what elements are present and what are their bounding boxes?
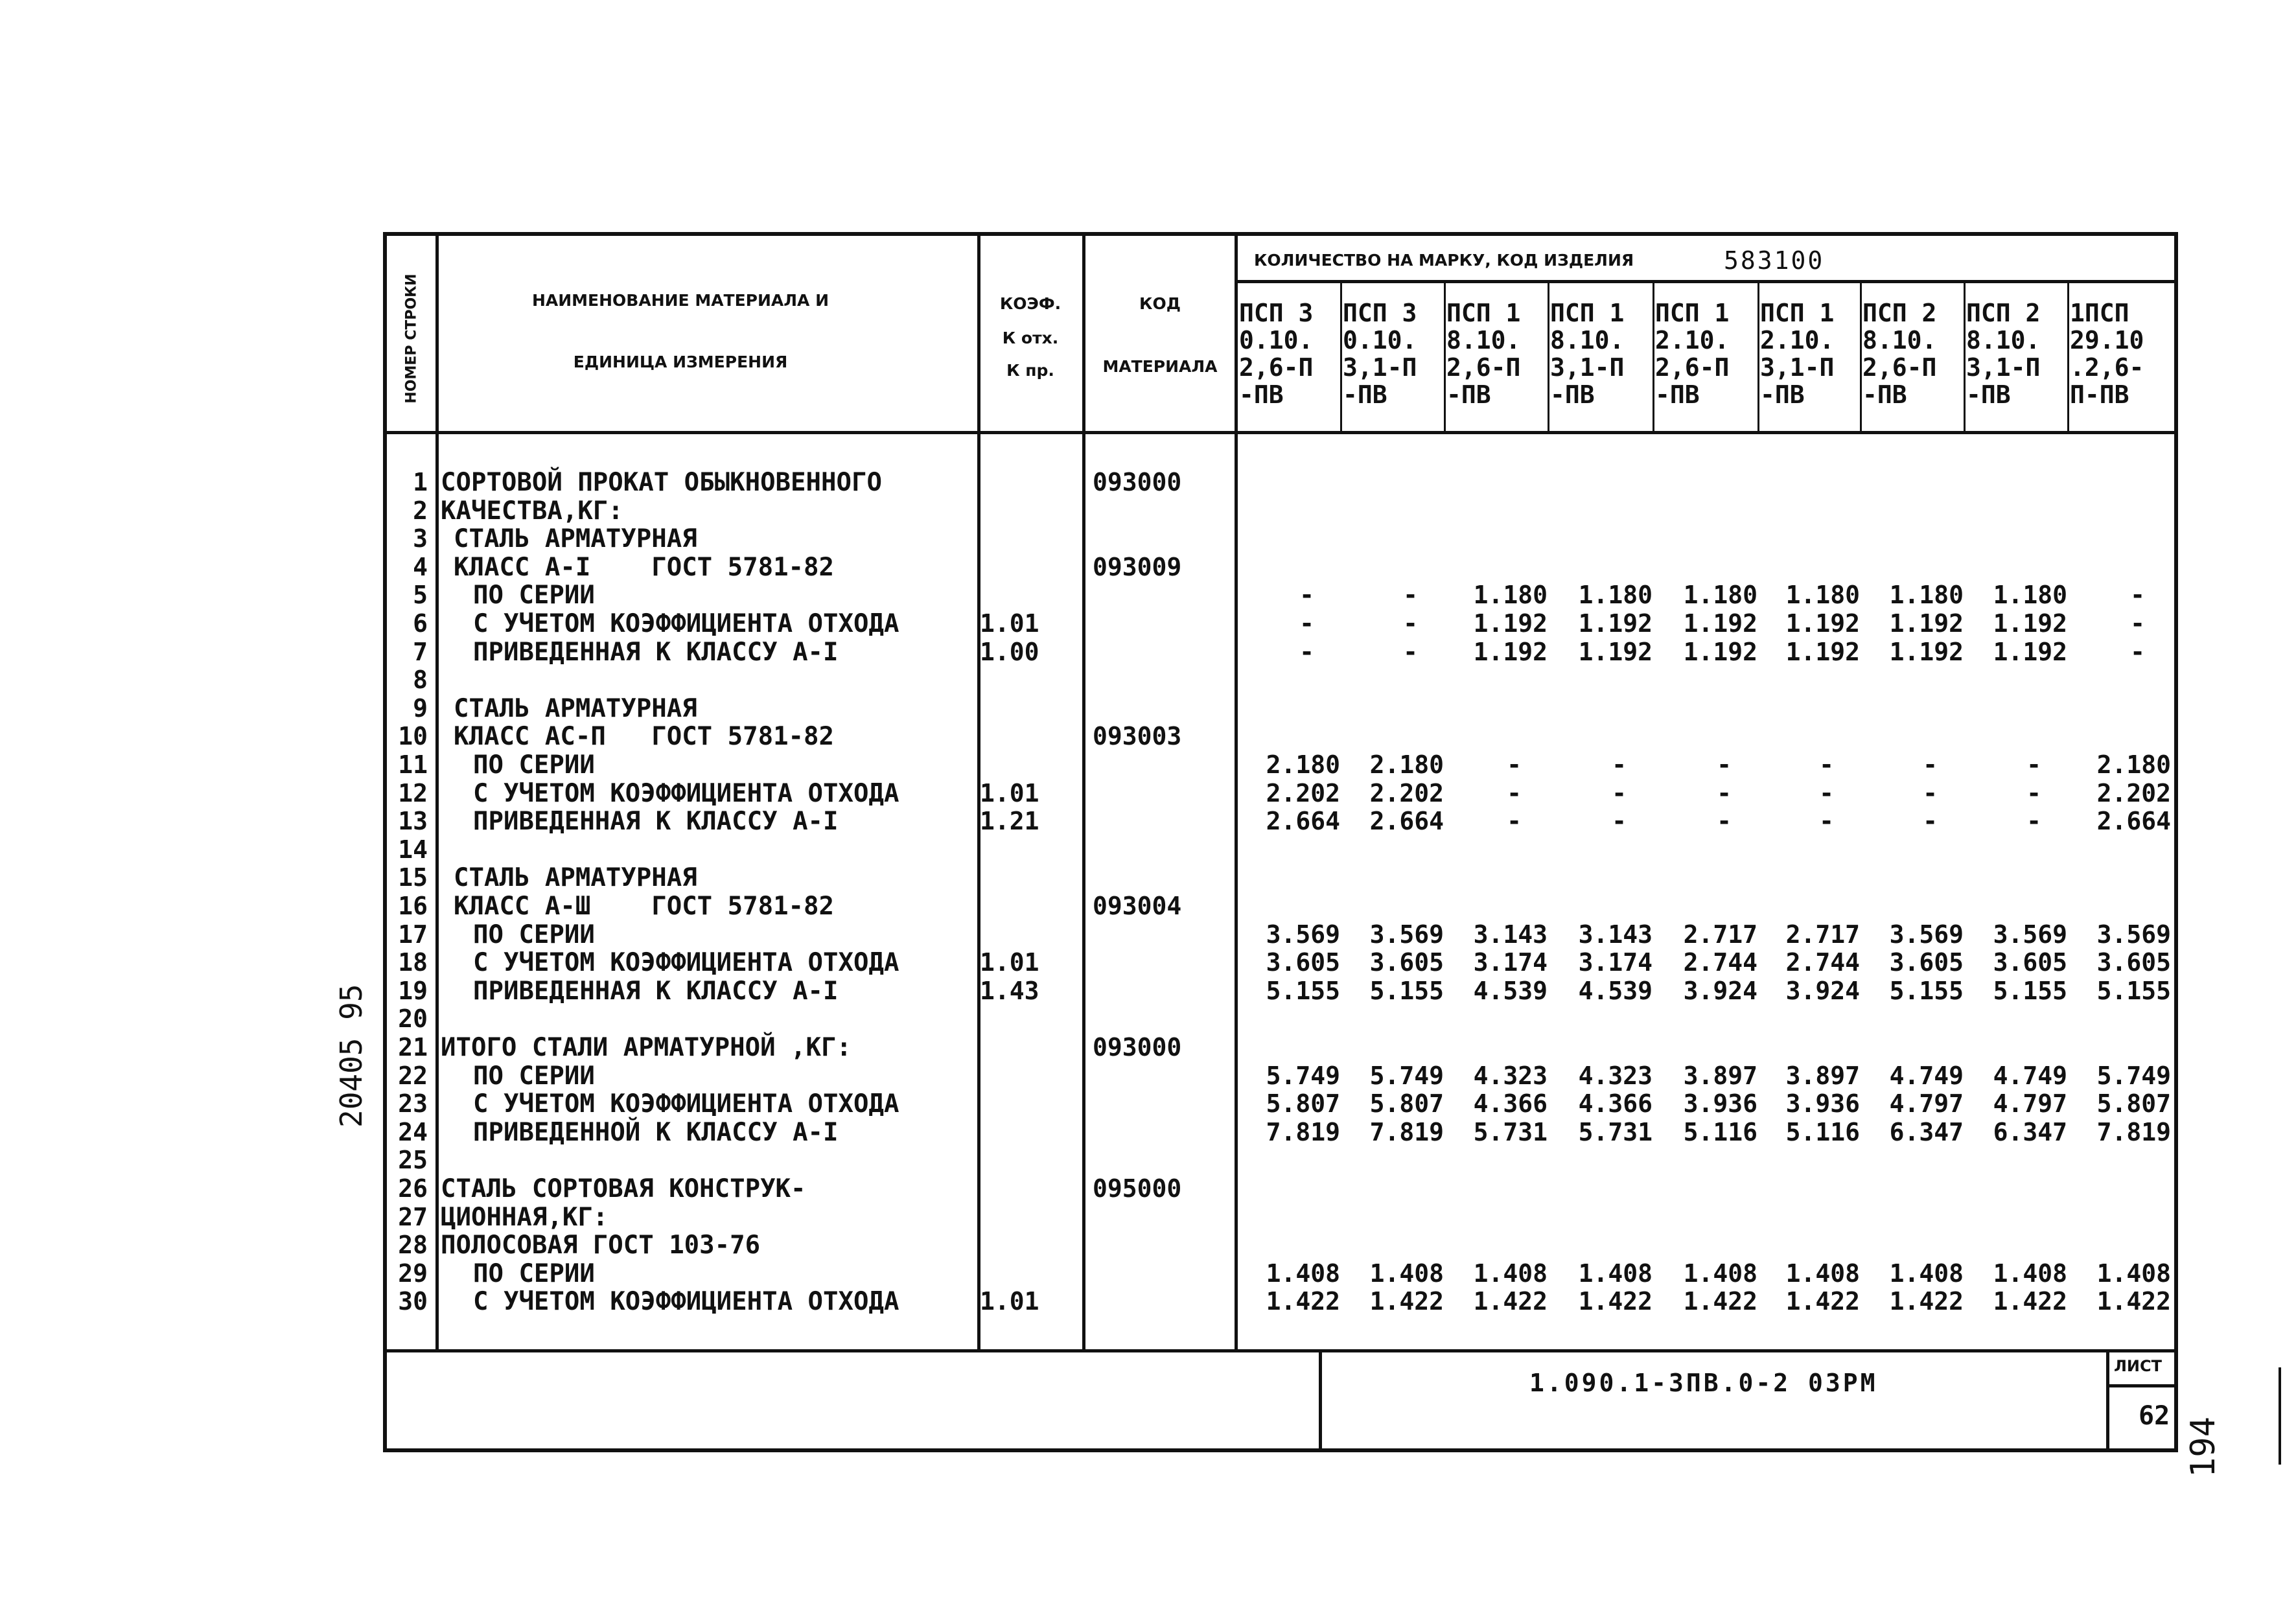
header-top-line: [1238, 280, 2178, 283]
row-number: 1: [413, 468, 428, 496]
row-number: 20: [398, 1004, 428, 1034]
quantity-value: -: [2026, 778, 2041, 807]
material-code: 095000: [1093, 1174, 1182, 1203]
quantity-value: 3.924: [1683, 976, 1757, 1005]
material-name-header-1: НАИМЕНОВАНИЕ МАТЕРИАЛА И: [531, 291, 829, 310]
material-name: С УЧЕТОМ КОЭФФИЦИЕНТА ОТХОДА: [473, 609, 899, 638]
material-code: 093000: [1093, 468, 1182, 496]
quantity-value: 5.731: [1473, 1117, 1548, 1146]
quantity-value: 6.347: [1889, 1117, 1964, 1146]
quantity-value: 3.569: [2096, 920, 2171, 949]
footer-sheet-line: [2106, 1384, 2178, 1387]
material-name: СТАЛЬ АРМАТУРНАЯ: [454, 693, 697, 723]
quantity-value: 1.192: [1578, 637, 1653, 666]
row-number: 13: [398, 807, 428, 836]
quantity-value: 2.744: [1785, 948, 1860, 977]
material-name: КАЧЕСТВА,КГ:: [441, 496, 623, 526]
quantity-value: 2.664: [1266, 807, 1340, 836]
quantity-value: 3.143: [1473, 920, 1548, 949]
quantity-value: 1.408: [1785, 1259, 1860, 1288]
material-name: С УЧЕТОМ КОЭФФИЦИЕНТА ОТХОДА: [473, 778, 899, 808]
quantity-value: 4.539: [1473, 976, 1548, 1005]
quantity-value: 3.936: [1785, 1089, 1860, 1119]
quantity-value: 1.422: [1683, 1287, 1757, 1316]
quantity-value: 4.749: [1993, 1061, 2067, 1090]
quantity-value: 1.408: [1578, 1259, 1653, 1288]
coefficient: 1.21: [980, 807, 1039, 836]
quantity-value: 3.569: [1369, 920, 1444, 949]
row-number: 28: [398, 1231, 428, 1260]
material-name: КЛАСС А-Ш ГОСТ 5781-82: [454, 892, 834, 921]
footer-divider-right: [2106, 1349, 2109, 1452]
material-name: ПРИВЕДЕННАЯ К КЛАССУ А-I: [473, 637, 839, 667]
row-number: 25: [398, 1146, 428, 1175]
quantity-value: 2.664: [1369, 807, 1444, 836]
quantity-value: 1.192: [1785, 609, 1860, 638]
quantity-value: -: [1923, 807, 1938, 836]
row-number: 2: [413, 496, 428, 525]
quantity-value: 3.605: [2096, 948, 2171, 977]
quantity-value: -: [1507, 778, 1522, 807]
quantity-value: -: [1403, 609, 1418, 638]
coefficient: 1.00: [980, 637, 1039, 666]
quantity-value: 2.202: [1266, 778, 1340, 807]
body-bottom-line: [383, 1349, 2178, 1352]
row-number: 16: [398, 892, 428, 920]
quantity-value: 1.192: [1889, 609, 1964, 638]
material-name: КЛАСС АС-П ГОСТ 5781-82: [454, 722, 834, 752]
row-number: 6: [413, 609, 428, 638]
row-number: 11: [398, 750, 428, 779]
row-number: 4: [413, 552, 428, 581]
quantity-value: 4.797: [1889, 1089, 1964, 1119]
quantity-value: 5.155: [1889, 976, 1964, 1005]
material-code: 093000: [1093, 1033, 1182, 1061]
quantity-value: 3.605: [1889, 948, 1964, 977]
quantity-value: 1.192: [1683, 637, 1757, 666]
qty-col-divider: [2067, 280, 2069, 433]
quantity-value: 1.192: [1889, 637, 1964, 666]
row-number: 8: [413, 666, 428, 695]
footer-divider-left: [1319, 1349, 1322, 1452]
quantity-value: -: [1403, 581, 1418, 610]
quantity-value: -: [1612, 778, 1627, 807]
quantity-value: 3.605: [1266, 948, 1340, 977]
right-margin-mark: [2279, 1367, 2281, 1465]
quantity-value: 5.807: [2096, 1089, 2171, 1119]
quantity-value: 2.202: [2096, 778, 2171, 807]
quantity-column-header: ПСП 1 8.10. 3,1-П -ПВ: [1550, 299, 1625, 409]
material-name: ПРИВЕДЕННАЯ К КЛАССУ А-I: [473, 807, 839, 837]
sheet-label: ЛИСТ: [2114, 1357, 2163, 1375]
quantity-value: -: [1717, 807, 1732, 836]
quantity-value: 3.897: [1683, 1061, 1757, 1090]
material-name: ПРИВЕДЕННОЙ К КЛАССУ А-I: [473, 1117, 839, 1147]
quantity-value: 1.192: [1578, 609, 1653, 638]
material-name: СТАЛЬ АРМАТУРНАЯ: [454, 524, 697, 554]
quantity-value: 1.408: [1369, 1259, 1444, 1288]
row-number: 7: [413, 637, 428, 666]
quantity-value: -: [1717, 750, 1732, 779]
material-name: ПО СЕРИИ: [473, 581, 595, 610]
quantity-value: -: [1819, 750, 1834, 779]
quantity-column-header: ПСП 1 2.10. 2,6-П -ПВ: [1655, 299, 1730, 409]
material-name: СТАЛЬ СОРТОВАЯ КОНСТРУК-: [441, 1174, 806, 1203]
quantity-value: 1.192: [1785, 637, 1860, 666]
quantity-value: 1.192: [1473, 609, 1548, 638]
quantity-value: 2.664: [2096, 807, 2171, 836]
material-name: С УЧЕТОМ КОЭФФИЦИЕНТА ОТХОДА: [473, 1287, 899, 1317]
quantity-value: -: [1299, 581, 1314, 610]
quantity-value: 1.408: [1889, 1259, 1964, 1288]
quantity-column-header: ПСП 3 0.10. 2,6-П -ПВ: [1239, 299, 1314, 409]
quantity-value: -: [1612, 750, 1627, 779]
quantity-value: 1.422: [1266, 1287, 1340, 1316]
row-number: 18: [398, 948, 428, 977]
quantity-value: 2.202: [1369, 778, 1444, 807]
qty-col-divider: [1444, 280, 1446, 433]
material-code: 093003: [1093, 722, 1182, 751]
quantity-value: 4.749: [1889, 1061, 1964, 1090]
quantity-value: -: [2130, 581, 2145, 610]
quantity-value: 3.936: [1683, 1089, 1757, 1119]
quantity-value: -: [1923, 778, 1938, 807]
row-number: 17: [398, 920, 428, 949]
qty-col-divider: [1964, 280, 1966, 433]
quantity-value: -: [1299, 637, 1314, 666]
quantity-value: 4.323: [1578, 1061, 1653, 1090]
quantity-column-header: 1ПСП 29.10 .2,6- П-ПВ: [2070, 299, 2144, 409]
qty-col-divider: [1340, 280, 1342, 433]
quantity-value: 7.819: [1369, 1117, 1444, 1146]
quantity-value: -: [1819, 807, 1834, 836]
quantity-value: 5.116: [1683, 1117, 1757, 1146]
row-number: 29: [398, 1259, 428, 1288]
quantity-value: -: [1507, 750, 1522, 779]
quantity-value: 3.569: [1889, 920, 1964, 949]
quantity-value: 4.366: [1473, 1089, 1548, 1119]
coefficient: 1.01: [980, 1287, 1039, 1316]
coefficient: 1.43: [980, 976, 1039, 1005]
quantity-value: 6.347: [1993, 1117, 2067, 1146]
col-divider-coef: [1082, 232, 1085, 1351]
material-code: 093004: [1093, 892, 1182, 920]
quantity-value: 5.807: [1369, 1089, 1444, 1119]
row-number: 14: [398, 835, 428, 864]
material-name: С УЧЕТОМ КОЭФФИЦИЕНТА ОТХОДА: [473, 948, 899, 978]
quantity-value: -: [1717, 778, 1732, 807]
row-number: 9: [413, 693, 428, 723]
quantity-value: 4.366: [1578, 1089, 1653, 1119]
quantity-value: 3.174: [1473, 948, 1548, 977]
quantity-column-header: ПСП 3 0.10. 3,1-П -ПВ: [1343, 299, 1417, 409]
quantity-value: 3.569: [1266, 920, 1340, 949]
row-number: 10: [398, 722, 428, 751]
quantity-value: -: [1819, 778, 1834, 807]
material-name: ПО СЕРИИ: [473, 920, 595, 949]
quantity-value: 3.897: [1785, 1061, 1860, 1090]
material-name: ИТОГО СТАЛИ АРМАТУРНОЙ ,КГ:: [441, 1033, 852, 1062]
quantity-value: 1.180: [1785, 581, 1860, 610]
quantity-value: -: [2130, 609, 2145, 638]
col-divider-rownum: [435, 232, 439, 1351]
quantity-header: КОЛИЧЕСТВО НА МАРКУ, КОД ИЗДЕЛИЯ: [1254, 251, 1634, 270]
row-number: 5: [413, 581, 428, 610]
quantity-value: 1.422: [1473, 1287, 1548, 1316]
quantity-value: 5.749: [1369, 1061, 1444, 1090]
quantity-value: 2.180: [2096, 750, 2171, 779]
material-name-header-2: ЕДИНИЦА ИЗМЕРЕНИЯ: [573, 353, 788, 371]
qty-col-divider: [1860, 280, 1862, 433]
code-header-2: МАТЕРИАЛА: [1102, 357, 1218, 376]
quantity-value: 1.408: [2096, 1259, 2171, 1288]
material-name: ЦИОННАЯ,КГ:: [441, 1202, 609, 1232]
quantity-value: -: [2130, 637, 2145, 666]
quantity-value: 5.155: [1369, 976, 1444, 1005]
row-number: 24: [398, 1117, 428, 1146]
coef-header-3: К пр.: [1006, 361, 1054, 380]
quantity-value: 4.323: [1473, 1061, 1548, 1090]
col-divider-code: [1235, 232, 1238, 1351]
qty-col-divider: [1548, 280, 1549, 433]
quantity-value: 4.797: [1993, 1089, 2067, 1119]
quantity-value: 5.116: [1785, 1117, 1860, 1146]
quantity-value: 2.180: [1266, 750, 1340, 779]
quantity-value: 3.569: [1993, 920, 2067, 949]
quantity-value: 5.155: [1993, 976, 2067, 1005]
row-number: 22: [398, 1061, 428, 1090]
quantity-column-header: ПСП 2 8.10. 2,6-П -ПВ: [1862, 299, 1937, 409]
row-number: 27: [398, 1202, 428, 1231]
quantity-value: 7.819: [2096, 1117, 2171, 1146]
quantity-value: 1.180: [1578, 581, 1653, 610]
quantity-column-header: ПСП 1 2.10. 3,1-П -ПВ: [1760, 299, 1835, 409]
coef-header-2: К отх.: [1002, 329, 1059, 347]
material-name: ПРИВЕДЕННАЯ К КЛАССУ А-I: [473, 976, 839, 1006]
quantity-value: 4.539: [1578, 976, 1653, 1005]
quantity-value: 7.819: [1266, 1117, 1340, 1146]
quantity-value: -: [1507, 807, 1522, 836]
quantity-value: 1.408: [1993, 1259, 2067, 1288]
row-number: 23: [398, 1089, 428, 1119]
material-name: ПО СЕРИИ: [473, 1259, 595, 1288]
coefficient: 1.01: [980, 948, 1039, 977]
document-code: 1.090.1-3ПВ.0-2 03РМ: [1529, 1369, 1878, 1397]
quantity-value: 3.143: [1578, 920, 1653, 949]
left-side-note: 20405 95: [334, 984, 369, 1128]
qty-col-divider: [1653, 280, 1654, 433]
quantity-value: 1.422: [1993, 1287, 2067, 1316]
quantity-value: 5.155: [2096, 976, 2171, 1005]
qty-col-divider: [1757, 280, 1759, 433]
row-number: 3: [413, 524, 428, 553]
quantity-value: 1.422: [2096, 1287, 2171, 1316]
row-number: 15: [398, 863, 428, 892]
quantity-value: 1.192: [1993, 637, 2067, 666]
quantity-value: 5.749: [1266, 1061, 1340, 1090]
quantity-value: -: [1299, 609, 1314, 638]
product-code: 583100: [1724, 246, 1825, 275]
row-number: 12: [398, 778, 428, 807]
quantity-value: 1.192: [1993, 609, 2067, 638]
header-bottom-line: [383, 431, 2178, 434]
quantity-value: 1.422: [1889, 1287, 1964, 1316]
quantity-value: 1.422: [1578, 1287, 1653, 1316]
quantity-value: 5.155: [1266, 976, 1340, 1005]
quantity-value: -: [1403, 637, 1418, 666]
quantity-value: -: [1923, 750, 1938, 779]
quantity-value: 1.422: [1785, 1287, 1860, 1316]
material-name: ПО СЕРИИ: [473, 750, 595, 780]
material-name: СОРТОВОЙ ПРОКАТ ОБЫКНОВЕННОГО: [441, 468, 882, 497]
quantity-value: 1.192: [1473, 637, 1548, 666]
quantity-value: 5.749: [2096, 1061, 2171, 1090]
quantity-column-header: ПСП 1 8.10. 2,6-П -ПВ: [1446, 299, 1521, 409]
quantity-value: 1.192: [1683, 609, 1757, 638]
quantity-value: 1.180: [1683, 581, 1757, 610]
material-name: С УЧЕТОМ КОЭФФИЦИЕНТА ОТХОДА: [473, 1089, 899, 1119]
quantity-value: -: [2026, 750, 2041, 779]
quantity-value: 2.180: [1369, 750, 1444, 779]
material-name: ПО СЕРИИ: [473, 1061, 595, 1091]
quantity-column-header: ПСП 2 8.10. 3,1-П -ПВ: [1966, 299, 2041, 409]
quantity-value: -: [2026, 807, 2041, 836]
quantity-value: 1.180: [1993, 581, 2067, 610]
quantity-value: 5.731: [1578, 1117, 1653, 1146]
row-number: 30: [398, 1287, 428, 1316]
quantity-value: 1.180: [1889, 581, 1964, 610]
quantity-value: 3.924: [1785, 976, 1860, 1005]
quantity-value: 3.605: [1993, 948, 2067, 977]
material-code: 093009: [1093, 552, 1182, 581]
coefficient: 1.01: [980, 778, 1039, 807]
row-number-header: НОМЕР СТРОКИ: [403, 273, 420, 404]
material-name: КЛАСС А-I ГОСТ 5781-82: [454, 552, 834, 582]
quantity-value: 1.180: [1473, 581, 1548, 610]
quantity-value: 3.605: [1369, 948, 1444, 977]
quantity-value: 1.408: [1473, 1259, 1548, 1288]
quantity-value: 1.408: [1266, 1259, 1340, 1288]
quantity-value: 3.174: [1578, 948, 1653, 977]
right-side-note: 194: [2184, 1417, 2223, 1478]
quantity-value: 2.717: [1683, 920, 1757, 949]
code-header-1: КОД: [1139, 294, 1181, 313]
coefficient: 1.01: [980, 609, 1039, 638]
quantity-value: 2.744: [1683, 948, 1757, 977]
quantity-value: -: [1612, 807, 1627, 836]
quantity-value: 2.717: [1785, 920, 1860, 949]
material-name: СТАЛЬ АРМАТУРНАЯ: [454, 863, 697, 893]
row-number: 21: [398, 1033, 428, 1061]
quantity-value: 1.408: [1683, 1259, 1757, 1288]
material-name: ПОЛОСОВАЯ ГОСТ 103-76: [441, 1231, 761, 1260]
sheet-number: 62: [2139, 1401, 2170, 1431]
row-number: 19: [398, 976, 428, 1005]
coef-header-1: КОЭФ.: [999, 294, 1061, 313]
quantity-value: 5.807: [1266, 1089, 1340, 1119]
quantity-value: 1.422: [1369, 1287, 1444, 1316]
row-number: 26: [398, 1174, 428, 1203]
